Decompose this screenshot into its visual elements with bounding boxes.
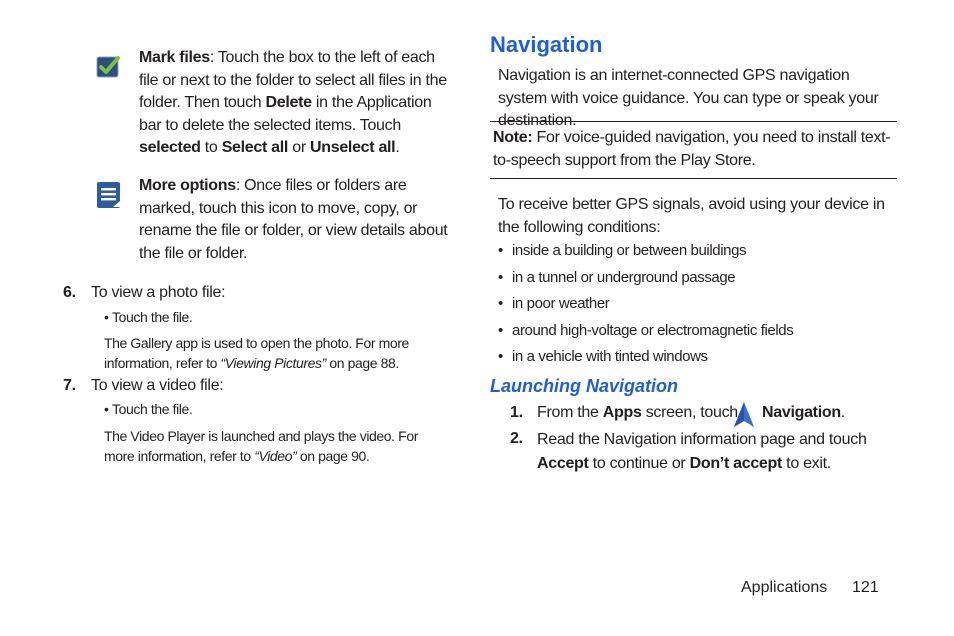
mark-files-text: or	[288, 139, 310, 156]
step-note	[104, 333, 449, 373]
mark-files-text: .	[395, 139, 400, 156]
list-item: • in a tunnel or underground passage	[498, 269, 793, 296]
list-item: • around high-voltage or electromagnetic fields	[498, 322, 793, 349]
navigation-label: Navigation	[762, 404, 841, 421]
more-options-description	[139, 175, 449, 265]
step-number: 6.	[63, 284, 76, 301]
step-bullet	[104, 307, 192, 327]
mark-files-text: : Touch the box to the left of each file or next to the folder to select all files in the folder. Then touch	[139, 49, 447, 111]
note-top-divider	[490, 121, 897, 122]
step-text: To view a photo file:	[91, 284, 226, 301]
mark-files-term: Mark files	[139, 49, 210, 66]
page-number: 121	[852, 579, 879, 596]
note-text: on page 90.	[296, 448, 370, 464]
note-label: Note:	[493, 129, 533, 146]
step-bullet	[104, 399, 192, 419]
footer-section: Applications	[741, 579, 828, 596]
more-options-term: More options	[139, 177, 236, 194]
step-text	[537, 428, 867, 476]
list-item: • in a vehicle with tinted windows	[498, 348, 793, 375]
step-text-part: From the	[537, 404, 603, 421]
step-text-part: .	[840, 404, 845, 421]
note-text: The Video Player is launched and plays the video. For more information, refer to	[104, 428, 418, 464]
section-title: Navigation	[490, 32, 603, 57]
delete-label: Delete	[265, 94, 312, 111]
note-bottom-divider	[490, 178, 897, 179]
step-text	[762, 402, 845, 425]
checkbox-checked-icon	[96, 55, 122, 79]
step-text: To view a video file:	[91, 377, 224, 394]
note-text: For voice-guided navigation, you need to install text-to-speech support from the Play Store.	[493, 129, 891, 169]
step-number: 2.	[510, 430, 523, 447]
bullet-symbol: •	[104, 401, 112, 417]
step-text-part: Read the Navigation information page and touch	[537, 431, 867, 448]
step-number: 7.	[63, 377, 76, 394]
bullet-text: Touch the file.	[112, 401, 193, 417]
step-note	[104, 426, 434, 466]
bullet-symbol: •	[104, 309, 112, 325]
select-all-label: Select all	[221, 139, 289, 156]
bullet-text: Touch the file.	[112, 309, 193, 325]
navigation-arrow-icon	[733, 401, 755, 428]
step-text-part: to continue or	[588, 455, 690, 472]
subsection-title: Launching Navigation	[490, 376, 679, 396]
note-text: The Gallery app is used to open the photo. For more information, refer to	[104, 335, 409, 371]
intro-paragraph: Navigation is an internet-connected GPS navigation system with voice guidance. You can type or speak your destination.	[498, 67, 879, 129]
step-text-part: screen, touch	[641, 404, 738, 421]
note-text: on page 88.	[325, 355, 399, 371]
unselect-all-label: Unselect all	[310, 139, 396, 156]
cross-reference: “Viewing Pictures”	[220, 355, 326, 371]
more-options-menu-icon	[96, 181, 122, 209]
apps-label: Apps	[602, 404, 642, 421]
conditions-list	[498, 242, 793, 375]
step-text-part: to exit.	[782, 455, 831, 472]
note-box	[493, 127, 893, 172]
mark-files-text: in the Application bar to delete the selected items. Touch	[139, 94, 432, 134]
dont-accept-label: Don’t accept	[689, 455, 783, 472]
list-item: • inside a building or between buildings	[498, 242, 793, 269]
cross-reference: “Video”	[254, 448, 297, 464]
mark-files-description	[139, 47, 449, 160]
mark-files-text: to	[200, 139, 222, 156]
gps-intro-paragraph: To receive better GPS signals, avoid using your device in the following conditions:	[498, 196, 885, 236]
more-options-text: : Once files or folders are marked, touch this icon to move, copy, or rename the file or folder, or view details about the file or folder.	[139, 177, 448, 262]
selected-label: selected	[139, 139, 201, 156]
accept-label: Accept	[537, 455, 589, 472]
list-item: • in poor weather	[498, 295, 793, 322]
step-number: 1.	[510, 404, 523, 421]
